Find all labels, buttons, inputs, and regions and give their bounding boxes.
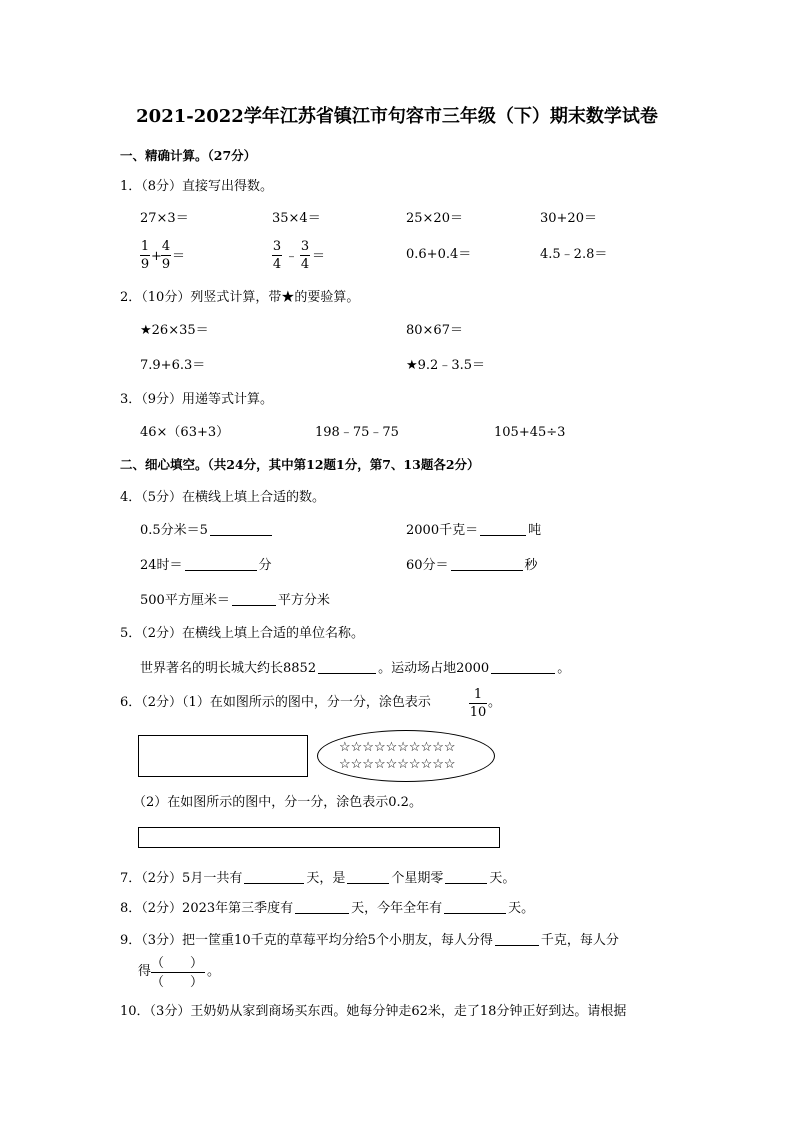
q4-b-text: 2000千克＝ (406, 523, 479, 538)
answer-blank[interactable] (185, 558, 257, 571)
q5-a-text: 世界著名的明长城大约长8852 (140, 661, 317, 676)
q4-c-unit: 分 (258, 558, 272, 573)
fraction-bar (140, 255, 150, 256)
q4-b-unit: 吨 (528, 523, 542, 538)
q10-line: 10．（3分）王奶奶从家到商场买东西。她每分钟走62米，走了18分钟正好到达。请根据 (120, 1004, 627, 1019)
q4-e-unit: 平方分米 (277, 593, 330, 608)
q6-end: 。 (488, 695, 502, 710)
numerator: 4 (161, 239, 171, 254)
operator: + (151, 249, 162, 264)
q4-c-text: 24时＝ (140, 558, 183, 573)
q1-item: 25×20＝ (406, 211, 463, 226)
q4-e-text: 500平方厘米＝ (140, 593, 230, 608)
equals: ＝ (172, 249, 186, 264)
q7-a: 7．（2分）5月一共有 (120, 871, 243, 886)
q3-item: 105+45÷3 (494, 425, 566, 440)
star-row: ☆☆☆☆☆☆☆☆☆☆ (339, 740, 456, 755)
q5-line (140, 661, 570, 675)
section-2-heading: 二、细心填空。（共24分，其中第12题1分，第7、13题各2分） (120, 457, 480, 472)
strip-figure[interactable] (138, 827, 500, 848)
star-row: ☆☆☆☆☆☆☆☆☆☆ (339, 757, 456, 772)
q1-item: 0.6+0.4＝ (406, 247, 472, 262)
q9-c: 得 (138, 964, 152, 979)
q8-b: 天，今年全年有 (351, 901, 443, 916)
q1-item: 4.5﹣2.8＝ (540, 247, 608, 262)
q4-item-d (406, 558, 538, 572)
fraction-bar (272, 255, 282, 256)
fraction-bar (161, 255, 171, 256)
q9-line (120, 933, 619, 947)
q9-b: 千克，每人分 (540, 933, 619, 948)
denominator: 9 (140, 257, 150, 272)
q4-item-c (140, 558, 272, 572)
section-1-heading: 一、精确计算。（27分） (120, 148, 257, 163)
numerator: 1 (140, 239, 150, 254)
q5-b-text: 。运动场占地2000 (378, 661, 490, 676)
answer-blank[interactable] (445, 871, 487, 884)
operator: ﹣ (285, 249, 299, 264)
answer-blank[interactable] (295, 901, 349, 914)
answer-blank[interactable] (232, 593, 276, 606)
q7-b: 天，是 (306, 871, 346, 886)
q5-prompt: 5．（2分）在横线上填上合适的单位名称。 (120, 626, 365, 641)
q8-line (120, 901, 534, 915)
q4-a-text: 0.5分米＝5 (140, 523, 208, 538)
q5-end: 。 (557, 661, 571, 676)
q2-item: ★26×35＝ (140, 323, 209, 338)
q8-c: 天。 (508, 901, 535, 916)
equals: ＝ (312, 249, 326, 264)
q3-prompt: 3．（9分）用递等式计算。 (120, 392, 274, 407)
answer-blank[interactable] (210, 523, 272, 536)
fraction-denominator-blank[interactable]: （ ） (151, 975, 204, 990)
q4-item-a (140, 523, 274, 537)
q2-prompt: 2．（10分）列竖式计算，带★的要验算。 (120, 290, 360, 305)
q4-d-unit: 秒 (524, 558, 538, 573)
q1-item: 30+20＝ (540, 211, 597, 226)
q6-prompt: 6．（2分）（1）在如图所示的图中，分一分，涂色表示 (120, 695, 431, 710)
numerator: 3 (300, 239, 310, 254)
fraction (469, 688, 487, 719)
answer-blank[interactable] (244, 871, 304, 884)
q1-item: 27×3＝ (140, 211, 189, 226)
q3-item: 46×（63+3） (140, 425, 230, 440)
q2-item: 80×67＝ (406, 323, 463, 338)
q6-part2: （2）在如图所示的图中，分一分，涂色表示0.2。 (133, 795, 422, 810)
denominator: 10 (469, 705, 487, 720)
q2-item: ★9.2﹣3.5＝ (406, 358, 486, 373)
answer-blank[interactable] (491, 661, 555, 674)
fraction (272, 240, 282, 271)
fraction (300, 240, 310, 271)
q1-prompt: 1．（8分）直接写出得数。 (120, 179, 274, 194)
answer-blank[interactable] (480, 523, 526, 536)
answer-blank[interactable] (451, 558, 523, 571)
answer-blank[interactable] (495, 933, 539, 946)
fraction-bar (469, 703, 487, 704)
q7-line (120, 871, 515, 885)
q3-item: 198﹣75﹣75 (315, 425, 399, 440)
denominator: 4 (272, 257, 282, 272)
q4-item-e (140, 593, 330, 607)
q9-a: 9．（3分）把一筐重10千克的草莓平均分给5个小朋友，每人分得 (120, 933, 493, 948)
denominator: 9 (161, 257, 171, 272)
q4-d-text: 60分＝ (406, 558, 449, 573)
rectangle-figure[interactable] (138, 735, 308, 777)
fraction-bar (151, 972, 205, 973)
q4-prompt: 4．（5分）在横线上填上合适的数。 (120, 490, 326, 505)
fraction (161, 240, 171, 271)
page-title: 2021-2022学年江苏省镇江市句容市三年级（下）期末数学试卷 (136, 106, 658, 127)
denominator: 4 (300, 257, 310, 272)
q7-c: 个星期零 (391, 871, 444, 886)
q9-end: 。 (207, 964, 221, 979)
star-ellipse-figure[interactable] (317, 730, 495, 782)
answer-blank[interactable] (347, 871, 389, 884)
answer-blank[interactable] (318, 661, 376, 674)
q4-item-b (406, 523, 541, 537)
fraction (140, 240, 150, 271)
numerator: 3 (272, 239, 282, 254)
q1-item: 35×4＝ (272, 211, 321, 226)
q7-d: 天。 (489, 871, 516, 886)
answer-blank[interactable] (444, 901, 506, 914)
fraction-numerator-blank[interactable]: （ ） (151, 956, 204, 971)
q8-a: 8．（2分）2023年第三季度有 (120, 901, 294, 916)
q2-item: 7.9+6.3＝ (140, 358, 206, 373)
fraction-bar (300, 255, 310, 256)
numerator: 1 (473, 687, 483, 702)
